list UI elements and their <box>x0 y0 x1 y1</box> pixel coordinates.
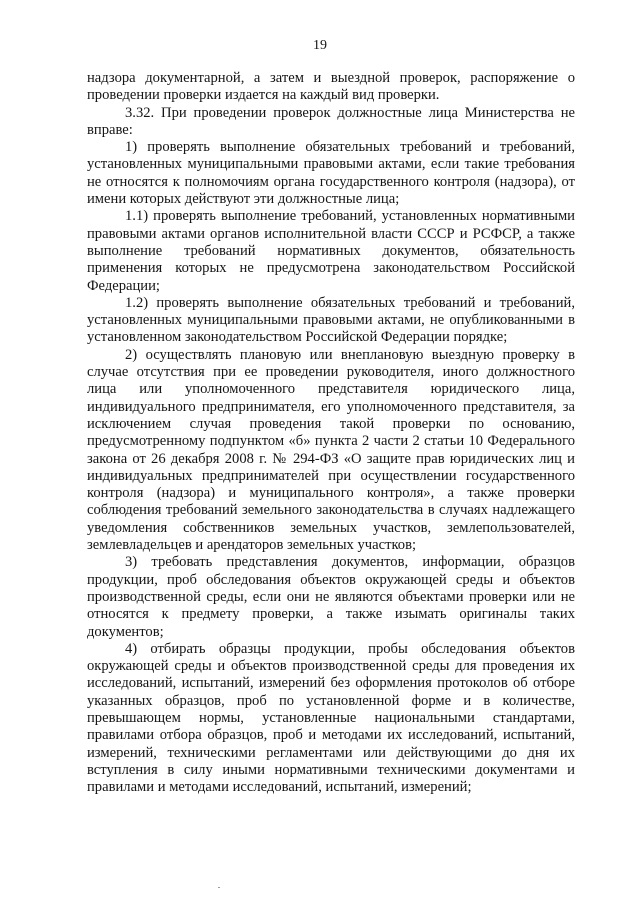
paragraph-item-1: 1) проверять выполнение обязательных требований и требований, установленных муниципальными правовыми актами, если такие требования не относятся к полномочиям органа государственного контроля (надзора), от имени которых действуют эти должностные лица; <box>87 139 575 208</box>
paragraph-item-4: 4) отбирать образцы продукции, пробы обследования объектов окружающей среды и объектов производственной среды для проведения их исследований, испытаний, измерений без оформления протоколов об отборе указанных образцов, проб по установленной форме и в количестве, превышающем нормы, установленные национальными стандартами, правилами отбора образцов, проб и методами их исследований, испытаний, измерений, техническими регламентами или действующими до дня их вступления в силу иными нормативными техническими документами и правилами и методами исследований, испытаний, измерений; <box>87 640 575 796</box>
paragraph-continuation: надзора документарной, а затем и выездной проверок, распоряжение о проведении проверки издается на каждый вид проверки. <box>87 70 575 104</box>
paragraph-3-32: 3.32. При проведении проверок должностные лица Министерства не вправе: <box>87 104 575 138</box>
scan-speck <box>218 887 220 888</box>
body-text <box>87 70 575 796</box>
paragraph-item-2: 2) осуществлять плановую или внеплановую выездную проверку в случае отсутствия при ее проведении руководителя, иного должностного лица или уполномоченного представителя юридического лица, индивидуального предпринимателя, его уполномоченного представителя, за исключением случая проведения такой проверки по основанию, предусмотренному подпунктом «б» пункта 2 части 2 статьи 10 Федерального закона от 26 декабря 2008 г. № 294-ФЗ «О защите прав юридических лиц и индивидуальных предпринимателей при осуществлении государственного контроля (надзора) и муниципального контроля», а также проверки соблюдения требований земельного законодательства в случаях надлежащего уведомления собственников земельных участков, землепользователей, землевладельцев и арендаторов земельных участков; <box>87 346 575 554</box>
paragraph-item-1-2: 1.2) проверять выполнение обязательных требований и требований, установленных муниципальными правовыми актами, не опубликованными в установленном законодательством Российской Федерации порядке; <box>87 294 575 346</box>
paragraph-item-1-1: 1.1) проверять выполнение требований, установленных нормативными правовыми актами органов исполнительной власти СССР и РСФСР, а также выполнение требований нормативных документов, обязательность применения которых не предусмотрена законодательством Российской Федерации; <box>87 208 575 294</box>
page-number: 19 <box>313 38 327 53</box>
paragraph-item-3: 3) требовать представления документов, информации, образцов продукции, проб обследования объектов окружающей среды и объектов производственной среды, если они не являются объектами проверки или не относятся к предмету проверки, а также изымать оригиналы таких документов; <box>87 554 575 640</box>
